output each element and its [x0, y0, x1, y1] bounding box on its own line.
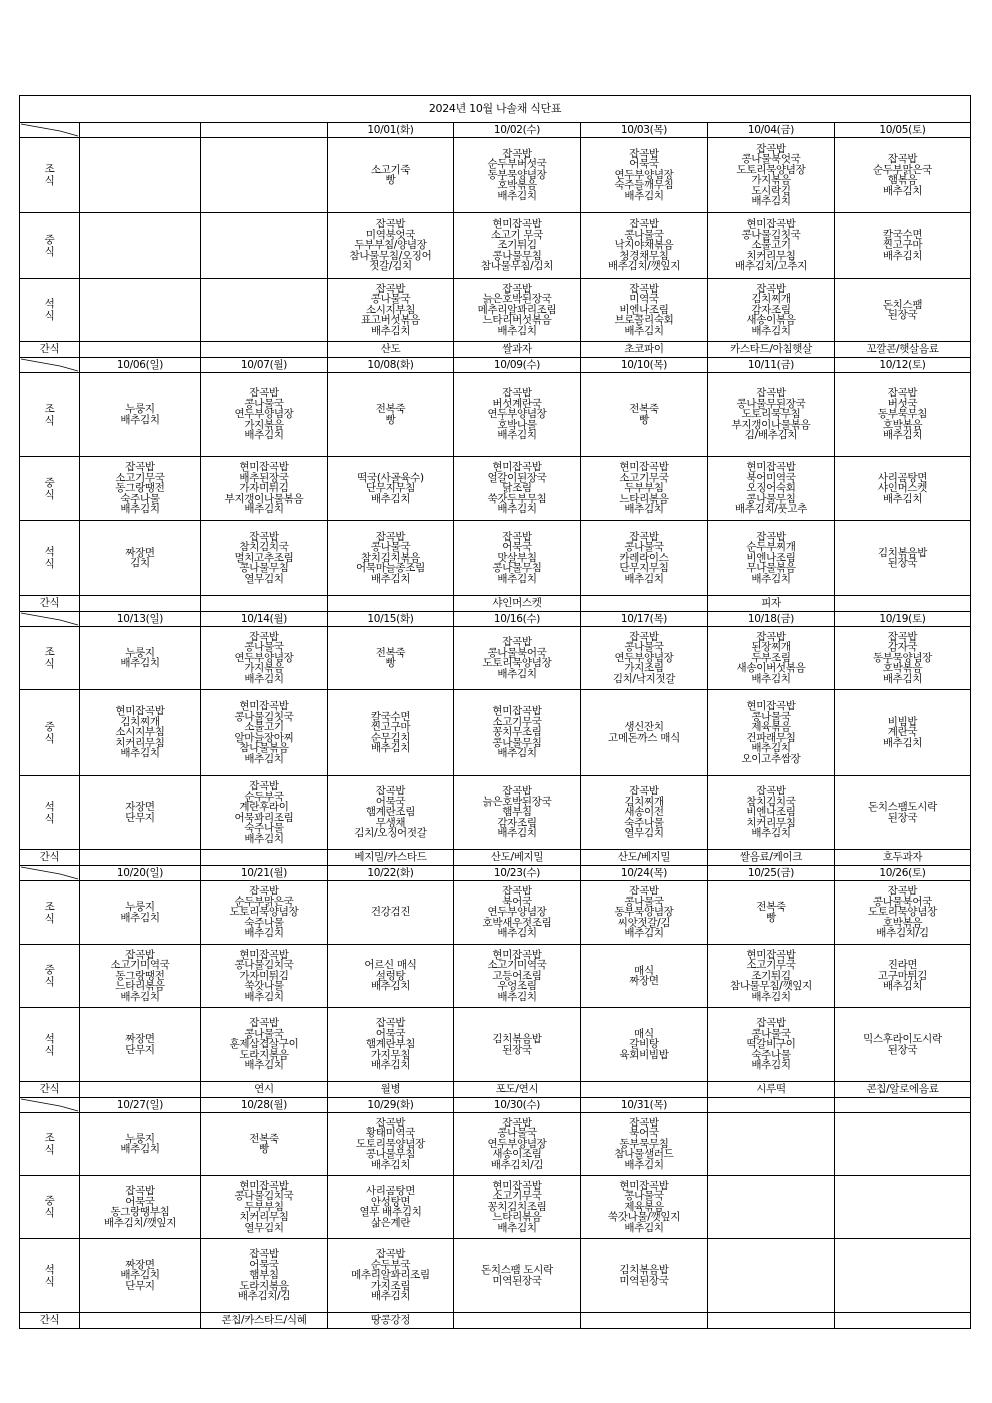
- breakfast-row: [20, 373, 971, 457]
- menu-cell: 잡곡밥 늙은호박된장국 햄부침 감자조림 배추김치: [454, 776, 581, 850]
- menu-cell: 현미잡곡밥 소고기무국 조기튀김 참나물무침/깻잎지 배추김치: [708, 945, 835, 1008]
- menu-cell: 현미잡곡밥 콩나물김칫국 소불고기 알마늘장아찌 참나물볶음 배추김치: [201, 690, 328, 776]
- menu-cell: 칼국수면 찐고구마 배추김치: [835, 213, 971, 279]
- date-cell: 10/04(금): [708, 123, 835, 138]
- lunch-row: [20, 690, 971, 776]
- menu-title: 2024년 10월 나솔채 식단표: [20, 96, 971, 123]
- menu-cell: 잡곡밥 콩나물국 연두부양념장 가지조림 김치/낙지젓갈: [581, 627, 708, 690]
- date-cell: 10/01(화): [328, 123, 454, 138]
- menu-cell: 잡곡밥 된장찌개 두부조림 새송이버섯볶음 배추김치: [708, 627, 835, 690]
- snack-cell: [328, 596, 454, 612]
- menu-cell: 김치볶음밥 미역된장국: [581, 1239, 708, 1313]
- menu-cell: 짜장면 김치: [80, 521, 201, 596]
- menu-cell: 잡곡밥 어묵국 맛살부침 콩나물무침 배추김치: [454, 521, 581, 596]
- menu-cell: 누룽지 배추김치: [80, 1113, 201, 1176]
- date-cell: 10/15(화): [328, 612, 454, 627]
- menu-cell: 현미잡곡밥 소고기 무국 조기튀김 콩나물무침 참나물무침/김치: [454, 213, 581, 279]
- menu-cell: 잡곡밥 콩나물국 동부묵양념장 씨앗젓갈/김 배추김치: [581, 881, 708, 945]
- menu-cell: [708, 1176, 835, 1239]
- menu-cell: 누룽지 배추김치: [80, 627, 201, 690]
- snack-cell: 꼬깔콘/햇살음료: [835, 342, 971, 358]
- snack-label: 간식: [20, 596, 80, 612]
- menu-cell: [201, 138, 328, 213]
- menu-cell: 생신잔치 고메돈까스 매식: [581, 690, 708, 776]
- date-cell: 10/05(토): [835, 123, 971, 138]
- menu-cell: 김치볶음밥 된장국: [835, 521, 971, 596]
- menu-cell: 잡곡밥 미역국 비엔나조림 브로콜리숙회 배추김치: [581, 279, 708, 342]
- date-cell: [201, 123, 328, 138]
- snack-cell: 콘칩/알로에음료: [835, 1082, 971, 1098]
- lunch-row: [20, 945, 971, 1008]
- menu-cell: [708, 1113, 835, 1176]
- snack-cell: 산도/베지밀: [581, 850, 708, 866]
- snack-cell: [581, 1313, 708, 1329]
- menu-cell: 잡곡밥 어묵국 햄부침 도라지볶음 배추김치/김: [201, 1239, 328, 1313]
- date-cell: 10/09(수): [454, 358, 581, 373]
- menu-cell: 잡곡밥 어묵국 동그랑땡부침 배추김치/깻잎지: [80, 1176, 201, 1239]
- date-cell: [835, 1098, 971, 1113]
- snack-cell: [835, 596, 971, 612]
- snack-cell: 호두과자: [835, 850, 971, 866]
- menu-cell: 잡곡밥 콩나물국 훈제삼겹살구이 도라지볶음 배추김치: [201, 1008, 328, 1082]
- menu-cell: 누룽지 배추김치: [80, 373, 201, 457]
- menu-cell: 자장면 단무지: [80, 776, 201, 850]
- snack-cell: [835, 1313, 971, 1329]
- menu-cell: [708, 1239, 835, 1313]
- snack-cell: 샤인머스켓: [454, 596, 581, 612]
- menu-cell: 전복죽 빵: [328, 627, 454, 690]
- dinner-label: 석 식: [20, 776, 80, 850]
- breakfast-label: 조 식: [20, 138, 80, 213]
- menu-cell: 비빔밥 계란국 배추김치: [835, 690, 971, 776]
- snack-cell: [201, 850, 328, 866]
- menu-cell: 현미잡곡밥 콩나물국 제육볶음 건파래무침 배추김치 오이고추쌈장: [708, 690, 835, 776]
- menu-cell: 잡곡밥 콩나물국 떡갈비구이 숙주나물 배추김치: [708, 1008, 835, 1082]
- menu-cell: 떡국(사골육수) 단무지무침 배추김치: [328, 457, 454, 521]
- menu-cell: [835, 1113, 971, 1176]
- snack-cell: [708, 1313, 835, 1329]
- meal-plan-table: [19, 95, 971, 1329]
- menu-cell: 현미잡곡밥 북어미역국 오징어숙회 콩나물무침 배추김치/풋고추: [708, 457, 835, 521]
- menu-cell: 잡곡밥 콩나물북어국 도토리묵양념장 호박볶음 배추김치/김: [835, 881, 971, 945]
- menu-cell: 잡곡밥 참치김치국 멸치고추조림 콩나물무침 열무김치: [201, 521, 328, 596]
- date-cell: 10/17(목): [581, 612, 708, 627]
- menu-cell: 현미잡곡밥 소고기미역국 고등어조림 우엉조림 배추김치: [454, 945, 581, 1008]
- snack-cell: [201, 596, 328, 612]
- menu-cell: 잡곡밥 순두부국 메추리알꽈리조림 가지조림 배추김치: [328, 1239, 454, 1313]
- menu-cell: 어르신 매식 설렁탕 배추김치: [328, 945, 454, 1008]
- menu-cell: 잡곡밥 순두부맑은국 햄볶음 배추김치: [835, 138, 971, 213]
- date-cell: 10/13(일): [80, 612, 201, 627]
- date-cell: 10/10(목): [581, 358, 708, 373]
- menu-cell: 잡곡밥 어묵국 햄계란부침 가지무침 배추김치: [328, 1008, 454, 1082]
- menu-cell: [835, 1239, 971, 1313]
- dinner-row: [20, 521, 971, 596]
- snack-cell: [201, 342, 328, 358]
- snack-row: [20, 342, 971, 358]
- menu-cell: 잡곡밥 콩나물국 연두부양념장 가지볶음 배추김치: [201, 627, 328, 690]
- snack-cell: 연시: [201, 1082, 328, 1098]
- snack-cell: 시루떡: [708, 1082, 835, 1098]
- snack-row: [20, 850, 971, 866]
- lunch-row: [20, 213, 971, 279]
- menu-cell: [201, 279, 328, 342]
- menu-cell: 전복죽 빵: [581, 373, 708, 457]
- menu-cell: 잡곡밥 순두부찌개 비엔나조림 무나물볶음 배추김치: [708, 521, 835, 596]
- menu-cell: 잡곡밥 콩나물국 참치김치볶음 어묵마늘종조림 배추김치: [328, 521, 454, 596]
- dinner-label: 석 식: [20, 1008, 80, 1082]
- lunch-label: 중 식: [20, 690, 80, 776]
- date-header-row: [20, 358, 971, 373]
- menu-cell: 현미잡곡밥 소고기무국 꽁치무조림 콩나물무침 배추김치: [454, 690, 581, 776]
- menu-cell: 잡곡밥 어묵국 연두부양념장 숙주들깨무침 배추김치: [581, 138, 708, 213]
- date-header-row: [20, 1098, 971, 1113]
- snack-cell: 포도/연시: [454, 1082, 581, 1098]
- menu-cell: 잡곡밥 순두부국 계란후라이 어묵꽈리조림 숙주나물 배추김치: [201, 776, 328, 850]
- snack-row: [20, 1313, 971, 1329]
- lunch-row: [20, 457, 971, 521]
- snack-cell: [454, 1313, 581, 1329]
- menu-cell: 잡곡밥 김치찌개 새송이전 숙주나물 열무김치: [581, 776, 708, 850]
- menu-cell: 돈치스팸도시락 된장국: [835, 776, 971, 850]
- date-cell: 10/19(토): [835, 612, 971, 627]
- date-cell: 10/18(금): [708, 612, 835, 627]
- date-cell: 10/07(월): [201, 358, 328, 373]
- snack-label: 간식: [20, 1313, 80, 1329]
- date-cell: 10/29(화): [328, 1098, 454, 1113]
- date-cell: 10/03(목): [581, 123, 708, 138]
- date-cell: 10/26(토): [835, 866, 971, 881]
- menu-cell: 잡곡밥 콩나물북어국 도토리묵양념장 배추김치: [454, 627, 581, 690]
- header-corner-cell: [20, 358, 80, 373]
- menu-cell: 현미잡곡밥 콩나물김치국 가자미튀김 쑥갓나물 배추김치: [201, 945, 328, 1008]
- snack-cell: [581, 1082, 708, 1098]
- menu-cell: 소고기죽 빵: [328, 138, 454, 213]
- breakfast-row: [20, 138, 971, 213]
- breakfast-label: 조 식: [20, 627, 80, 690]
- date-cell: 10/12(토): [835, 358, 971, 373]
- breakfast-row: [20, 627, 971, 690]
- dinner-row: [20, 1239, 971, 1313]
- menu-cell: 잡곡밥 김치찌개 감자조림 새송이볶음 배추김치: [708, 279, 835, 342]
- breakfast-row: [20, 881, 971, 945]
- menu-cell: 잡곡밥 콩나물국 연두부양념장 새송이조림 배추김치/김: [454, 1113, 581, 1176]
- menu-cell: 현미잡곡밥 얼갈이된장국 닭조림 쑥갓두부무침 배추김치: [454, 457, 581, 521]
- menu-cell: 현미잡곡밥 김치찌개 소시지부침 치커리무침 배추김치: [80, 690, 201, 776]
- menu-cell: [80, 279, 201, 342]
- date-cell: 10/08(화): [328, 358, 454, 373]
- menu-cell: 매식 갈비탕 육회비빔밥: [581, 1008, 708, 1082]
- lunch-label: 중 식: [20, 945, 80, 1008]
- snack-cell: 쌀과자: [454, 342, 581, 358]
- snack-cell: [80, 342, 201, 358]
- date-cell: 10/23(수): [454, 866, 581, 881]
- date-cell: 10/30(수): [454, 1098, 581, 1113]
- dinner-label: 석 식: [20, 521, 80, 596]
- menu-cell: 김치볶음밥 된장국: [454, 1008, 581, 1082]
- menu-cell: 잡곡밥 콩나물북엇국 도토리묵양념장 가지볶음 도시락김 배추김치: [708, 138, 835, 213]
- menu-cell: 전복죽 빵: [201, 1113, 328, 1176]
- breakfast-label: 조 식: [20, 1113, 80, 1176]
- date-cell: 10/27(일): [80, 1098, 201, 1113]
- header-corner-cell: [20, 612, 80, 627]
- menu-cell: [80, 138, 201, 213]
- header-corner-cell: [20, 866, 80, 881]
- menu-cell: 잡곡밥 어묵국 햄계란조림 무생채 김치/오징어젓갈: [328, 776, 454, 850]
- menu-cell: 누룽지 배추김치: [80, 881, 201, 945]
- snack-label: 간식: [20, 342, 80, 358]
- menu-cell: 잡곡밥 소고기미역국 동그랑땡전 느타리볶음 배추김치: [80, 945, 201, 1008]
- menu-cell: 현미잡곡밥 콩나물김치국 두부부침 치커리무침 열무김치: [201, 1176, 328, 1239]
- menu-cell: 잡곡밥 콩나물국 소시지부침 표고버섯볶음 배추김치: [328, 279, 454, 342]
- dinner-label: 석 식: [20, 279, 80, 342]
- breakfast-label: 조 식: [20, 373, 80, 457]
- date-cell: 10/28(월): [201, 1098, 328, 1113]
- lunch-label: 중 식: [20, 1176, 80, 1239]
- snack-cell: [80, 1313, 201, 1329]
- menu-cell: 현미잡곡밥 배추된장국 가자미튀김 부지갱이나물볶음 배추김치: [201, 457, 328, 521]
- date-header-row: [20, 866, 971, 881]
- menu-cell: [80, 213, 201, 279]
- menu-cell: 사리곰탕면 샤인머스켓 배추김치: [835, 457, 971, 521]
- menu-cell: 잡곡밥 버섯국 동부묵무침 호박볶음 배추김치: [835, 373, 971, 457]
- lunch-row: [20, 1176, 971, 1239]
- menu-cell: 건강검진: [328, 881, 454, 945]
- breakfast-row: [20, 1113, 971, 1176]
- menu-cell: 잡곡밥 늙은호박된장국 메추리알꽈리조림 느타리버섯볶음 배추김치: [454, 279, 581, 342]
- menu-cell: 잡곡밥 콩나물무된장국 도토리묵무침 부지갱이나물볶음 김/배추김치: [708, 373, 835, 457]
- date-cell: 10/16(수): [454, 612, 581, 627]
- lunch-label: 중 식: [20, 213, 80, 279]
- menu-cell: 잡곡밥 콩나물국 카레라이스 단무지무침 배추김치: [581, 521, 708, 596]
- snack-cell: 산도: [328, 342, 454, 358]
- snack-cell: 콘칩/카스타드/식혜: [201, 1313, 328, 1329]
- snack-cell: [80, 1082, 201, 1098]
- date-cell: 10/31(목): [581, 1098, 708, 1113]
- snack-cell: 카스타드/아침햇살: [708, 342, 835, 358]
- dinner-row: [20, 279, 971, 342]
- dinner-row: [20, 776, 971, 850]
- menu-cell: 잡곡밥 순두부맑은국 도토리묵양념장 숙주나물 배추김치: [201, 881, 328, 945]
- menu-cell: 돈치스팸 된장국: [835, 279, 971, 342]
- menu-cell: 잡곡밥 콩나물국 연두부양념장 가지볶음 배추김치: [201, 373, 328, 457]
- date-cell: 10/20(일): [80, 866, 201, 881]
- menu-cell: 칼국수면 찐고구마 순무김치 배추김치: [328, 690, 454, 776]
- lunch-label: 중 식: [20, 457, 80, 521]
- snack-label: 간식: [20, 850, 80, 866]
- snack-cell: [581, 596, 708, 612]
- date-cell: 10/02(수): [454, 123, 581, 138]
- menu-cell: 현미잡곡밥 콩나물김칫국 소불고기 치커리무침 배추김치/고추지: [708, 213, 835, 279]
- menu-cell: 짜장면 배추김치 단무지: [80, 1239, 201, 1313]
- date-cell: 10/21(월): [201, 866, 328, 881]
- date-cell: 10/11(금): [708, 358, 835, 373]
- menu-cell: [201, 213, 328, 279]
- snack-cell: 산도/베지밀: [454, 850, 581, 866]
- menu-cell: 잡곡밥 황태미역국 도토리묵양념장 콩나물무침 배추김치: [328, 1113, 454, 1176]
- snack-cell: 베지밀/카스타드: [328, 850, 454, 866]
- snack-label: 간식: [20, 1082, 80, 1098]
- menu-cell: 잡곡밥 감자국 동부묵양념장 호박볶음 배추김치: [835, 627, 971, 690]
- menu-cell: 전복죽 빵: [708, 881, 835, 945]
- snack-cell: 땅콩강정: [328, 1313, 454, 1329]
- menu-cell: 잡곡밥 소고기무국 동그랑땡전 숙주나물 배추김치: [80, 457, 201, 521]
- snack-cell: [80, 596, 201, 612]
- date-header-row: [20, 612, 971, 627]
- date-cell: 10/14(월): [201, 612, 328, 627]
- header-corner-cell: [20, 123, 80, 138]
- snack-cell: 초코파이: [581, 342, 708, 358]
- date-cell: [80, 123, 201, 138]
- date-cell: [708, 1098, 835, 1113]
- header-corner-cell: [20, 1098, 80, 1113]
- menu-cell: 사리곰탕면 안성탕면 열무 배추김치 삶은계란: [328, 1176, 454, 1239]
- date-cell: 10/22(화): [328, 866, 454, 881]
- menu-cell: 잡곡밥 북어국 연두부양념장 호박새우젓조림 배추김치: [454, 881, 581, 945]
- date-cell: 10/06(일): [80, 358, 201, 373]
- menu-cell: 짜장면 단무지: [80, 1008, 201, 1082]
- menu-cell: 잡곡밥 버섯계란국 연두부양념장 호박나물 배추김치: [454, 373, 581, 457]
- menu-cell: 전복죽 빵: [328, 373, 454, 457]
- menu-cell: 현미잡곡밥 소고기무국 꽁치김치조림 느타리볶음 배추김치: [454, 1176, 581, 1239]
- menu-cell: 잡곡밥 북어국 동부묵무침 참나물샐러드 배추김치: [581, 1113, 708, 1176]
- dinner-label: 석 식: [20, 1239, 80, 1313]
- menu-cell: 잡곡밥 미역북엇국 두부부침/양념장 참나물무침/오징어 젓갈/김치: [328, 213, 454, 279]
- menu-cell: 현미잡곡밥 소고기무국 두부부침 느타리볶음 배추김치: [581, 457, 708, 521]
- menu-cell: 매식 짜장면: [581, 945, 708, 1008]
- menu-cell: 현미잡곡밥 콩나물국 제육볶음 쑥갓나물/깻잎지 배추김치: [581, 1176, 708, 1239]
- menu-cell: 잡곡밥 콩나물국 낙지야채볶음 청경채무침 배추김치/깻잎지: [581, 213, 708, 279]
- snack-row: [20, 1082, 971, 1098]
- menu-cell: 잡곡밥 참치김치국 비엔나조림 치커리무침 배추김치: [708, 776, 835, 850]
- date-cell: 10/25(금): [708, 866, 835, 881]
- menu-cell: 진라면 고구마튀김 배추김치: [835, 945, 971, 1008]
- breakfast-label: 조 식: [20, 881, 80, 945]
- menu-cell: 믹스후라이도시락 된장국: [835, 1008, 971, 1082]
- dinner-row: [20, 1008, 971, 1082]
- snack-cell: 피자: [708, 596, 835, 612]
- menu-cell: 잡곡밥 순두부버섯국 동부묵양념장 호박볶음 배추김치: [454, 138, 581, 213]
- snack-cell: [80, 850, 201, 866]
- snack-cell: 월병: [328, 1082, 454, 1098]
- menu-cell: 돈치스팸 도시락 미역된장국: [454, 1239, 581, 1313]
- snack-row: [20, 596, 971, 612]
- date-header-row: [20, 123, 971, 138]
- snack-cell: 쌀음료/케이크: [708, 850, 835, 866]
- menu-cell: [835, 1176, 971, 1239]
- date-cell: 10/24(목): [581, 866, 708, 881]
